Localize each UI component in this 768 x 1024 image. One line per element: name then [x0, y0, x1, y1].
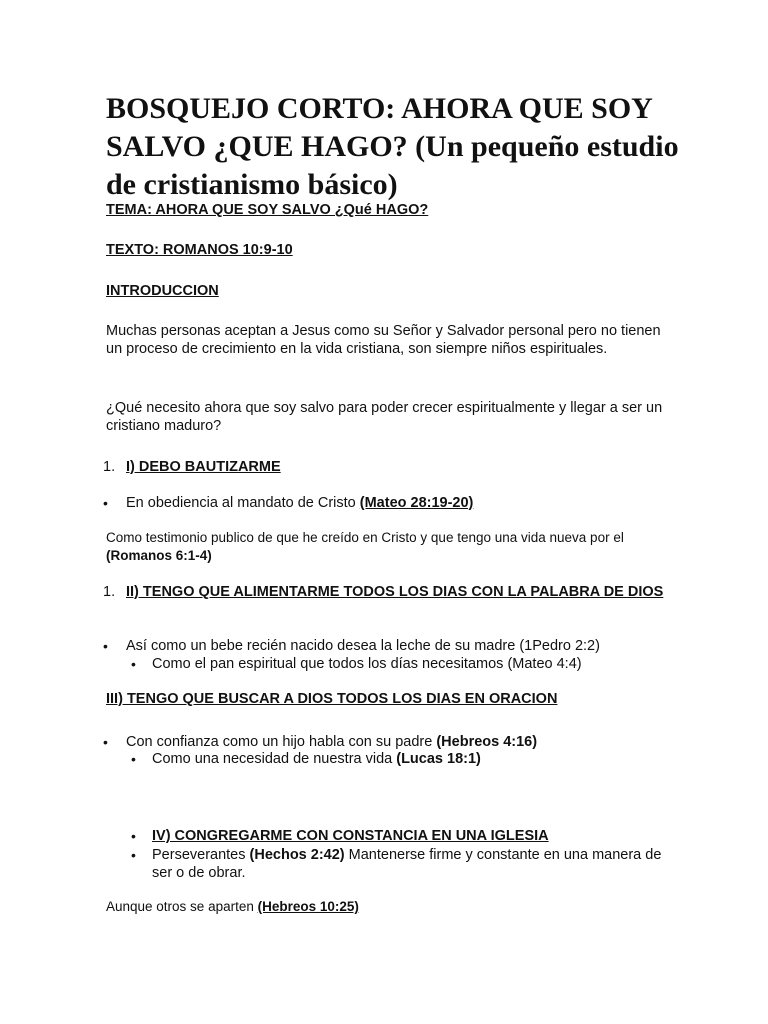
bullet-dot-icon: • — [131, 847, 136, 863]
section-1-heading: I) DEBO BAUTIZARME — [126, 459, 281, 475]
section-1-note — [106, 529, 646, 565]
bullet-dot-icon: • — [131, 828, 136, 844]
section-3-bullet-1-text: Con confianza como un hijo habla con su padre — [126, 734, 437, 750]
bullet-dot-icon: • — [103, 495, 108, 511]
texto-heading: TEXTO: ROMANOS 10:9-10 — [106, 242, 293, 258]
section-2-heading: II) TENGO QUE ALIMENTARME TODOS LOS DIAS CON LA PALABRA DE DIOS — [126, 584, 664, 600]
section-4-note-ref: (Hebreos 10:25) — [257, 899, 359, 914]
document-title: BOSQUEJO CORTO: AHORA QUE SOY SALVO ¿QUE HAGO? (Un pequeño estudio de cristianismo básico) — [106, 92, 679, 201]
introduccion-heading: INTRODUCCION — [106, 283, 219, 299]
bullet-dot-icon: • — [131, 751, 136, 767]
section-1-note-text: Como testimonio publico de que he creído en Cristo y que tengo una vida nueva por el — [106, 530, 624, 545]
section-2-bullet-1: Así como un bebe recién nacido desea la leche de su madre (1Pedro 2:2) — [126, 638, 600, 654]
intro-paragraph-2: ¿Qué necesito ahora que soy salvo para poder crecer espiritualmente y llegar a ser un cristiano maduro? — [106, 400, 663, 434]
section-3-bullet-2 — [152, 750, 481, 768]
section-4-bullet-1-text: Perseverantes — [152, 847, 250, 863]
section-3-bullet-1 — [126, 733, 537, 751]
tema-heading: TEMA: AHORA QUE SOY SALVO ¿Qué HAGO? — [106, 202, 429, 218]
section-3-bullet-2-text: Como una necesidad de nuestra vida — [152, 751, 397, 767]
bullet-dot-icon: • — [103, 734, 108, 750]
section-4-heading: IV) CONGREGARME CON CONSTANCIA EN UNA IGLESIA — [152, 828, 549, 844]
section-3-bullet-2-ref: (Lucas 18:1) — [396, 751, 481, 767]
section-3-heading: III) TENGO QUE BUSCAR A DIOS TODOS LOS DIAS EN ORACION — [106, 691, 558, 707]
section-1-bullet — [126, 494, 473, 512]
bullet-dot-icon: • — [103, 638, 108, 654]
section-2-bullet-2: Como el pan espiritual que todos los días necesitamos (Mateo 4:4) — [152, 656, 582, 672]
section-4-bullet-1-rest: Mantenerse firme y constante en una manera de ser o de obrar. — [152, 847, 662, 881]
section-1-note-ref: (Romanos 6:1-4) — [106, 548, 212, 563]
section-2-number: 1. — [103, 584, 116, 600]
section-4-note-text: Aunque otros se aparten — [106, 899, 258, 914]
section-3-bullet-1-ref: (Hebreos 4:16) — [436, 734, 538, 750]
section-1-number: 1. — [103, 459, 116, 475]
section-1-bullet-ref: (Mateo 28:19-20) — [359, 495, 474, 511]
bullet-dot-icon: • — [131, 656, 136, 672]
section-4-note — [106, 898, 646, 916]
section-4-bullet-1 — [152, 846, 672, 882]
section-4-bullet-1-ref: (Hechos 2:42) — [249, 847, 345, 863]
section-1-bullet-text: En obediencia al mandato de Cristo — [126, 495, 360, 511]
intro-paragraph-1: Muchas personas aceptan a Jesus como su Señor y Salvador personal pero no tienen un proceso de crecimiento en la vida cristiana, son siempre niños espirituales. — [106, 323, 661, 357]
